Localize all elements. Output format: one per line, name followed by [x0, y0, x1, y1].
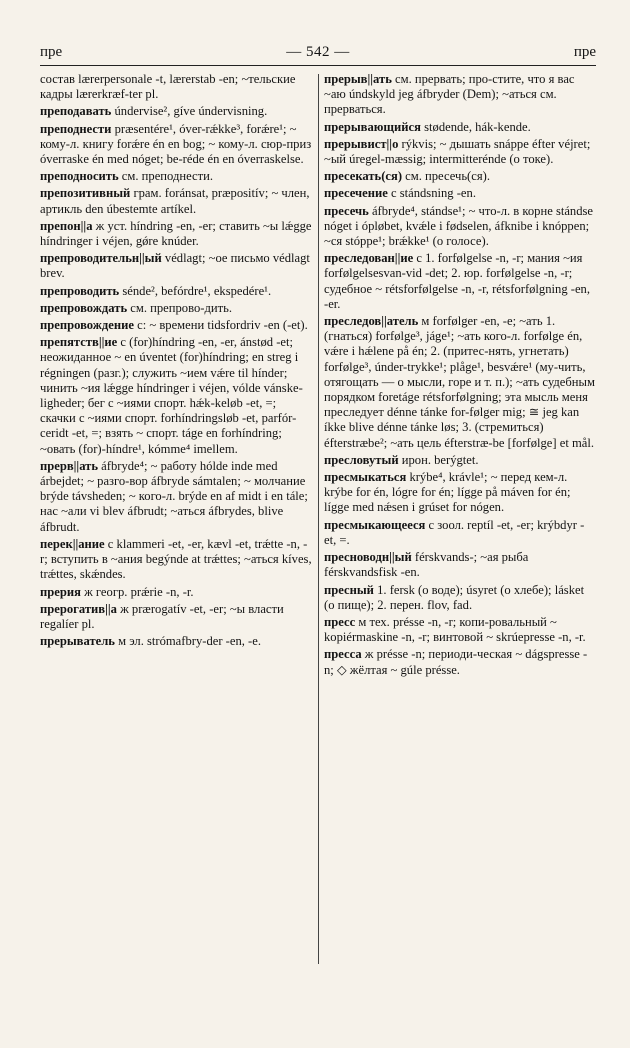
headword: пресловутый — [324, 452, 399, 467]
dictionary-entry — [40, 186, 312, 216]
headword: препровождать — [40, 300, 128, 315]
headword: пресный — [324, 582, 374, 597]
dictionary-entry — [324, 204, 596, 250]
entry-text: с (for)híndring -en, -er, ánstød -et; неожиданное ~ en úventet (for)híndring; en streg i régningen (разг.); служить ~ием vǽre til hínder; чинить ~ия lǽgge híndringer i véjen, vólde vánske-ligheder; бег с ~иями спорт. hǽk-keløb -et, =; скачки с ~иями спорт. forhíndringsløb -et, parfór-ceridt -et, =; взять ~ спорт. táge en forhíndring; ~овать (for)-híndre¹, kómme⁴ imellem. — [40, 335, 303, 456]
entry-text: krýbe⁴, krávle¹; ~ перед кем-л. krýbe for én, lógre for én; lígge på máven for én; lígge med nǽsen i grúset for nógen. — [324, 470, 571, 515]
dictionary-entry — [324, 186, 596, 201]
headword: прерогатив||а — [40, 601, 117, 616]
page-number: — 542 — — [286, 44, 350, 60]
entry-text: ж уст. híndring -en, -er; ставить ~ы lǽgge híndringer i véjen, gǿre knúder. — [40, 218, 312, 249]
headword: пресекать(ся) — [324, 169, 403, 184]
dictionary-entry — [40, 537, 312, 583]
dictionary-entry — [40, 251, 312, 281]
headword: препозитивный — [40, 186, 131, 201]
headword: преследов||атель — [324, 314, 419, 329]
headword: пресноводн||ый — [324, 550, 412, 565]
entry-text: stødende, hák-kende. — [420, 119, 531, 134]
headword: прерывающийся — [324, 119, 421, 134]
headword: прерывист||о — [324, 136, 399, 151]
entry-text: м эл. strómafbry-der -en, -e. — [114, 634, 261, 649]
entry-text: ж prærogatív -et, -er; ~ы власти regalíer pl. — [40, 601, 284, 631]
entry-text: см. преподнести. — [118, 169, 213, 184]
entry-text: см. прервать; про-стите, что я вас ~аю úndskyld jeg áfbryder (Dem); ~аться см. прерваться. — [324, 72, 575, 117]
left-column — [40, 72, 312, 964]
entry-text: áfbryde⁴; ~ работу hólde inde med árbejdet; ~ разго-вор áfbryde sámtalen; ~ молчание brýde távsheden; ~ кого-л. brýde en af midt i en tále; нас ~али vi blev áfbrudt; ~аться áfbrydes, blive áfbrudt. — [40, 458, 308, 534]
entry-text: áfbryde⁴, stándse¹; ~ что-л. в корне stándse nóget i ópløbet, kvǽle i fødselen, áfknibe i knóppen; ~ся stóppe¹; brǽkke¹ (о голосе). — [324, 203, 594, 249]
dictionary-entry — [324, 453, 596, 468]
entry-text: см. пресечь(ся). — [402, 169, 490, 184]
entry-text: ж présse -n; периоди-ческая ~ dágspresse -n; ◇ жёлтая ~ gúle présse. — [324, 647, 588, 677]
entry-text: с зоол. reptíl -et, -er; krýbdyr -et, =. — [324, 517, 585, 547]
dictionary-entry — [40, 104, 312, 119]
dictionary-entry — [40, 284, 312, 299]
headword: пресечение — [324, 186, 388, 201]
dictionary-entry — [40, 335, 312, 457]
dictionary-entry — [40, 585, 312, 600]
entry-text: м forfølger -en, -e; ~ать 1. (гнаться) forfølge³, jáge¹; ~ать кого-л. forfølge én, vǽre i hǽlene på én; 2. (притес-нять, угнетать) forfølge³, únder-trykke¹; plåge¹, besvǽre¹ (му-чить, отягощать — о мысли, горе и т. п.); ~ать судебным порядком foretáge rétsforfølgning; эта мысль меня преследует dénne tánke for-følger mig; ≅ jeg kan íkke blive dénne tánke løs; 3. (стремиться) éfterstræbe²; ~ать цель éfterstræ-be [forfølge] et mål. — [324, 314, 595, 450]
dictionary-entry — [40, 169, 312, 184]
headword: пресмыкаться — [324, 470, 407, 485]
dictionary-entry — [324, 550, 596, 580]
header-left-guide-word: пре — [40, 44, 63, 60]
right-column — [324, 72, 596, 964]
dictionary-entry — [40, 122, 312, 168]
headword: пресс — [324, 614, 356, 629]
entry-text: м тех. présse -n, -r; копи-ровальный ~ kopiérmaskine -n, -r; винтовой ~ skrúepresse -n, -r. — [324, 614, 586, 645]
dictionary-entry — [324, 583, 596, 613]
dictionary-entry — [324, 518, 596, 548]
headword: преследован||ие — [324, 251, 414, 266]
entry-text: úndervise², gíve úndervisning. — [111, 104, 268, 119]
entry-text: férskvands-; ~ая рыба férskvandsfisk -en. — [324, 550, 529, 580]
page-header — [40, 44, 596, 66]
entry-text: 1. fersk (о воде); úsyret (о хлебе); lásket (о пище); 2. перен. flov, fad. — [324, 582, 585, 612]
entry-text: præsentére¹, óver-rǽkke³, forǽre¹; ~ кому-л. книгу forǽre én en bog; ~ кому-л. сюр-приз óverraske én med nóget; be-réde én en óverraskelse. — [40, 121, 312, 167]
dictionary-entry — [324, 251, 596, 312]
headword: пресмыкающееся — [324, 517, 426, 532]
dictionary-entry — [40, 72, 312, 102]
entry-text: с stándsning -en. — [387, 186, 476, 201]
dictionary-entry — [324, 647, 596, 677]
dictionary-entry — [40, 602, 312, 632]
header-right-guide-word: пре — [573, 44, 596, 60]
entry-text: состав lærerpersonale -t, lærerstab -en; ~тельские кадры lærerkræf-ter pl. — [40, 72, 296, 102]
entry-text: грам. foránsat, præpositív; ~ член, артикль den úbestemte artíkel. — [40, 186, 310, 216]
headword: преподавать — [40, 104, 112, 119]
headword: преподнести — [40, 121, 112, 136]
dictionary-entry — [324, 314, 596, 451]
dictionary-entry — [324, 615, 596, 645]
headword: прерыватель — [40, 634, 115, 649]
headword: препроводительн||ый — [40, 251, 162, 266]
column-divider — [318, 74, 319, 964]
headword: прерыв||ать — [324, 72, 392, 86]
entry-text: с klammeri -et, -er, kævl -et, trǽtte -n, -r; вступить в ~ания begýnde at trǽttes; ~аться kíves, trǽttes, skǽndes. — [40, 536, 312, 582]
headword: пресечь — [324, 203, 369, 218]
headword: преподносить — [40, 169, 119, 184]
entry-text: с 1. forfølgelse -n, -r; мания ~ия forfølgelsesvan-vid -det; 2. юр. forfølgelse -n, -r; судебное ~ rétsforfølgelse -n, -r, rétsforfølgning -en, -er. — [324, 251, 590, 311]
headword: препон||а — [40, 218, 93, 233]
headword: препроводить — [40, 283, 120, 298]
headword: препровождение — [40, 318, 134, 333]
dictionary-entry — [40, 459, 312, 535]
entry-text: с: ~ времени tidsfordriv -en (-et). — [134, 318, 308, 333]
dictionary-entry — [324, 470, 596, 516]
entry-text: védlagt; ~ое письмо védlagt brev. — [40, 251, 310, 281]
dictionary-entry — [324, 120, 596, 135]
dictionary-entry — [40, 301, 312, 316]
columns — [40, 72, 596, 964]
dictionary-entry — [40, 634, 312, 649]
entry-text: см. препрово-дить. — [127, 300, 232, 315]
dictionary-entry — [324, 72, 596, 118]
dictionary-entry — [40, 219, 312, 249]
entry-text: ирон. berýgtet. — [398, 452, 479, 467]
dictionary-entry — [324, 169, 596, 184]
entry-text: rýkvis; ~ дышать snáppe éfter véjret; ~ый úregel-mæssig; intermitterénde (о токе). — [324, 136, 591, 167]
headword: пресса — [324, 647, 362, 662]
headword: прерия — [40, 584, 81, 599]
headword: препятств||ие — [40, 335, 118, 350]
dictionary-entry — [40, 318, 312, 333]
headword: прерв||ать — [40, 458, 99, 473]
entry-text: ж геогр. prǽrie -n, -r. — [80, 584, 194, 599]
entry-text: sénde², befórdre¹, ekspedére¹. — [119, 283, 272, 298]
dictionary-entry — [324, 137, 596, 167]
headword: перек||ание — [40, 536, 105, 551]
